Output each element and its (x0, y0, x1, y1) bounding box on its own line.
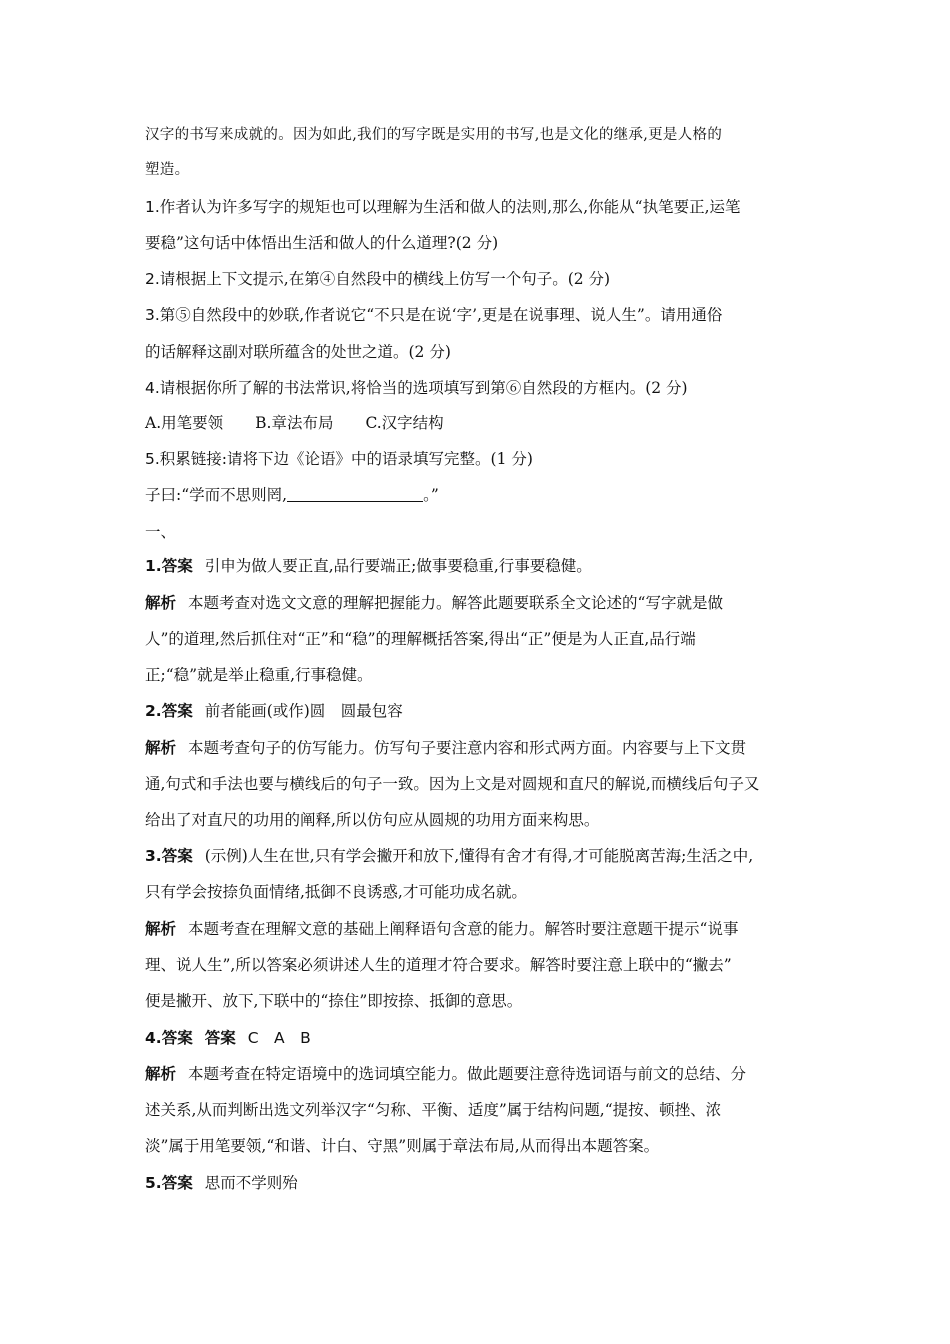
explanation-text: 本题考查对选文文意的理解把握能力。解答此题要联系全文论述的“写字就是做 (188, 594, 723, 612)
option-b: B.章法布局 (255, 414, 334, 432)
question-5 (145, 448, 815, 470)
answer-number: 3. (145, 847, 162, 865)
explanation-text: 本题考查句子的仿写能力。仿写句子要注意内容和形式两方面。内容要与上下文贯 (188, 739, 747, 757)
quote-end: 。” (423, 486, 439, 504)
answer-tag: 答案 (161, 702, 193, 720)
explanation-3-line-2: 理、说人生”,所以答案必须讲述人生的道理才符合要求。解答时要注意上联中的“撇去” (145, 956, 732, 974)
explanation-tag: 解析 (145, 920, 177, 938)
question-3-cont: 的话解释这副对联所蕴含的处世之道。(2 分) (145, 343, 451, 361)
explanation-tag: 解析 (145, 1065, 177, 1083)
intro-line-1: 汉字的书写来成就的。因为如此,我们的写字既是实用的书写,也是文化的继承,更是人格的 (145, 127, 723, 143)
explanation-1 (145, 592, 815, 614)
explanation-3 (145, 918, 815, 940)
explanation-1-line-3: 正;“稳”就是举止稳重,行事稳健。 (145, 666, 373, 684)
question-number: 2. (145, 270, 160, 288)
answer-4 (145, 1027, 815, 1049)
explanation-2 (145, 737, 815, 759)
question-3 (145, 304, 815, 326)
answer-tag: 答案 (161, 557, 193, 575)
answer-text: 思而不学则殆 (204, 1174, 298, 1192)
answer-tag: 答案 (161, 1174, 193, 1192)
answer-1 (145, 555, 815, 577)
question-4 (145, 377, 815, 399)
question-2 (145, 268, 815, 290)
question-4-options (145, 412, 815, 434)
answer-number: 1. (145, 557, 162, 575)
answer-tag-repeat: 答案 (204, 1029, 236, 1047)
answer-tag: 答案 (161, 1029, 193, 1047)
explanation-1-line-2: 人”的道理,然后抓住对“正”和“稳”的理解概括答案,得出“正”便是为人正直,品行端 (145, 630, 696, 648)
option-a: A.用笔要领 (145, 414, 224, 432)
question-text: 请根据上下文提示,在第④自然段中的横线上仿写一个句子。(2 分) (159, 270, 611, 288)
answer-text: (示例)人生在世,只有学会撇开和放下,懂得有舍才有得,才可能脱离苦海;生活之中, (204, 847, 754, 865)
question-text: 作者认为许多写字的规矩也可以理解为生活和做人的法则,那么,你能从“执笔要正,运笔 (159, 198, 741, 216)
answer-number: 2. (145, 702, 162, 720)
explanation-2-line-2: 通,句式和手法也要与横线后的句子一致。因为上文是对圆规和直尺的解说,而横线后句子又 (145, 775, 760, 793)
question-5-quote (145, 484, 815, 506)
answer-text: C A B (247, 1029, 311, 1047)
explanation-text: 本题考查在理解文意的基础上阐释语句含意的能力。解答时要注意题干提示“说事 (188, 920, 739, 938)
answer-3-line-2: 只有学会按捺负面情绪,抵御不良诱惑,才可能功成名就。 (145, 883, 527, 901)
question-text: 请根据你所了解的书法常识,将恰当的选项填写到第⑥自然段的方框内。(2 分) (159, 379, 688, 397)
explanation-3-line-3: 便是撇开、放下,下联中的“捺住”即按捺、抵御的意思。 (145, 992, 523, 1010)
explanation-4 (145, 1063, 815, 1085)
fill-blank-line (287, 485, 423, 502)
question-number: 5. (145, 450, 160, 468)
question-1-cont: 要稳”这句话中体悟出生活和做人的什么道理?(2 分) (145, 234, 499, 252)
question-number: 1. (145, 198, 160, 216)
answer-3 (145, 845, 815, 867)
question-text: 积累链接:请将下边《论语》中的语录填写完整。(1 分) (159, 450, 533, 468)
explanation-2-line-3: 给出了对直尺的功用的阐释,所以仿句应从圆规的功用方面来构思。 (145, 811, 600, 829)
explanation-4-line-2: 述关系,从而判断出选文列举汉字“匀称、平衡、适度”属于结构问题,“提按、顿挫、浓 (145, 1101, 722, 1119)
explanation-text: 本题考查在特定语境中的选词填空能力。做此题要注意待选词语与前文的总结、分 (188, 1065, 747, 1083)
answer-number: 4. (145, 1029, 162, 1047)
answer-text: 引申为做人要正直,品行要端正;做事要稳重,行事要稳健。 (204, 557, 592, 575)
answer-tag: 答案 (161, 847, 193, 865)
option-c: C.汉字结构 (365, 414, 444, 432)
answer-text: 前者能画(或作)圆 圆最包容 (204, 702, 403, 720)
intro-line-2: 塑造。 (145, 162, 190, 178)
section-mark: 一、 (145, 523, 177, 541)
answer-number: 5. (145, 1174, 162, 1192)
explanation-tag: 解析 (145, 739, 177, 757)
explanation-tag: 解析 (145, 594, 177, 612)
answer-2 (145, 700, 815, 722)
question-1 (145, 196, 815, 218)
question-number: 4. (145, 379, 160, 397)
quote-start: 子曰:“学而不思则罔, (145, 486, 288, 504)
answer-5 (145, 1172, 815, 1194)
question-number: 3. (145, 306, 160, 324)
explanation-4-line-3: 淡”属于用笔要领,“和谐、计白、守黑”则属于章法布局,从而得出本题答案。 (145, 1137, 660, 1155)
question-text: 第⑤自然段中的妙联,作者说它“不只是在说‘字’,更是在说事理、说人生”。请用通俗 (159, 306, 723, 324)
